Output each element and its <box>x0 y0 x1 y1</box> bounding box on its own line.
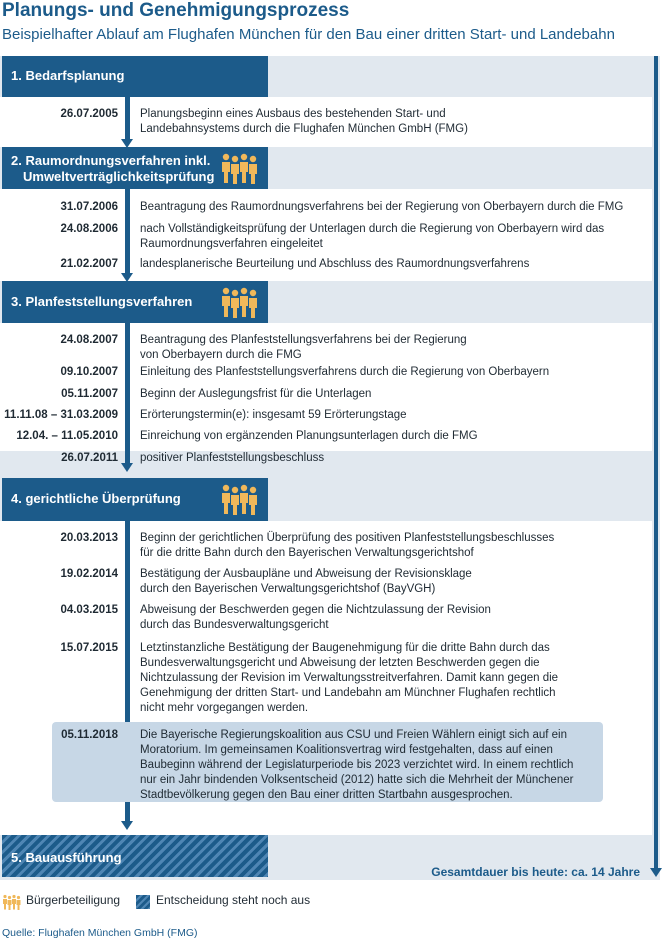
phase-3-planfeststellungsverfahren <box>2 281 268 323</box>
page-subtitle: Beispielhafter Ablauf am Flughafen München für den Bau einer dritten Start- und Landebahn <box>2 26 615 43</box>
event-description-line: Genehmigung der dritten Start- und Landebahn am Münchner Flughafen rechtlich <box>140 687 556 699</box>
phase-label: 5. Bauausführung <box>11 850 122 865</box>
event-description-line: für die dritte Bahn durch den Bayerischen Verwaltungsgerichtshof <box>140 547 474 559</box>
event-date: 09.10.2007 <box>60 366 118 378</box>
page-title: Planungs- und Genehmigungsprozess <box>2 0 350 21</box>
event-description <box>140 603 620 633</box>
event-description <box>140 257 620 272</box>
phase-5-bauausfuehrung <box>2 835 268 877</box>
people-icon <box>2 894 22 910</box>
event-description <box>140 200 624 215</box>
phase-label: 1. Bedarfsplanung <box>11 68 125 83</box>
phase-label: 3. Planfeststellungsverfahren <box>11 294 193 309</box>
timeline-connector <box>125 97 130 139</box>
timeline-arrow <box>121 821 133 830</box>
event-description-line: positiver Planfeststellungsbeschluss <box>140 452 325 464</box>
hatch-swatch-icon <box>136 895 150 909</box>
event-description-line: Einleitung des Planfeststellungsverfahrens durch die Regierung von Oberbayern <box>140 366 550 378</box>
event-description-line: Beginn der gerichtlichen Überprüfung des positiven Planfeststellungsbeschlusses <box>140 532 555 544</box>
timeline-connector <box>125 189 130 273</box>
event-description <box>140 429 620 444</box>
phase-label: 2. Raumordnungsverfahren inkl. <box>11 153 211 168</box>
event-date: 05.11.2007 <box>61 388 118 400</box>
event-date: 11.11.08 – 31.03.2009 <box>4 409 118 421</box>
total-duration-arrow <box>650 868 662 877</box>
legend-citizen-label: Bürgerbeteiligung <box>26 893 121 907</box>
event-description-line: Nichtzulassung der Revision im Verwaltungsstreitverfahren. Damit kann gegen die <box>140 672 559 684</box>
event-date: 12.04. – 11.05.2010 <box>16 430 118 442</box>
phase-label: Umweltverträglichkeitsprüfung <box>23 169 215 184</box>
event-description <box>140 641 620 716</box>
event-description-line: Planungsbeginn eines Ausbaus des bestehenden Start- und <box>140 108 446 120</box>
event-description-line: Landebahnsystems durch die Flughafen München GmbH (FMG) <box>140 123 468 135</box>
event-description <box>140 107 620 137</box>
event-description-line: Raumordnungsverfahren eingeleitet <box>140 238 323 250</box>
event-description <box>140 387 620 402</box>
event-description-line: Stadtbevölkerung gegen den Bau einer dritten Startbahn ausgesprochen. <box>140 789 513 801</box>
event-date: 20.03.2013 <box>60 532 118 544</box>
event-date: 26.07.2011 <box>61 452 118 464</box>
event-description-line: landesplanerische Beurteilung und Abschluss des Raumordnungsverfahrens <box>140 258 530 270</box>
event-description-line: Baubeginn während der Legislaturperiode bis 2023 verzichtet wird. In einem rechtlich <box>140 759 574 771</box>
phase-2-raumordnungsverfahren <box>2 147 268 189</box>
event-date: 26.07.2005 <box>60 108 118 120</box>
event-description-line: nach Vollständigkeitsprüfung der Unterlagen durch die Regierung von Oberbayern wird das <box>140 223 605 235</box>
timeline-connector <box>125 323 130 463</box>
total-duration-line <box>654 56 658 872</box>
event-description-line: Moratorium. Im gemeinsamen Koalitionsvertrag wird festgehalten, dass auf einen <box>140 744 553 756</box>
event-description-line: Bestätigung der Ausbaupläne und Abweisung der Revisionsklage <box>140 568 472 580</box>
event-date: 21.02.2007 <box>60 258 118 270</box>
event-description-line: Einreichung von ergänzenden Planungsunterlagen durch die FMG <box>140 430 478 442</box>
event-date: 31.07.2006 <box>60 201 118 213</box>
event-date: 19.02.2014 <box>60 568 118 580</box>
legend-pending-label: Entscheidung steht noch aus <box>156 893 311 907</box>
event-description-line: Beantragung des Raumordnungsverfahrens bei der Regierung von Oberbayern durch die FMG <box>140 201 624 213</box>
event-description <box>140 408 620 423</box>
event-description-line: durch das Bundesverwaltungsgericht <box>140 619 329 631</box>
event-date: 24.08.2006 <box>60 223 118 235</box>
event-description <box>140 333 620 363</box>
people-icon <box>220 152 260 184</box>
timeline-arrow <box>121 463 133 472</box>
event-date: 15.07.2015 <box>60 642 118 654</box>
event-description <box>140 728 620 803</box>
event-description <box>140 567 620 597</box>
event-description-line: durch den Bayerischen Verwaltungsgerichtshof (BayVGH) <box>140 583 436 595</box>
event-description-line: Bundesverwaltungsgericht und Abweisung der letzten Beschwerden gegen die <box>140 657 540 669</box>
event-description <box>140 451 620 466</box>
people-icon <box>220 286 260 318</box>
event-description-line: Erörterungstermin(e): insgesamt 59 Erörterungstage <box>140 409 407 421</box>
event-date: 24.08.2007 <box>60 334 118 346</box>
event-description-line: nur ein Jahr bindenden Volksentscheid (2012) hatte sich die Mehrheit der Münchener <box>140 774 574 786</box>
phase-1-bedarfsplanung <box>2 56 268 97</box>
event-description-line: nicht mehr vorgegangen werden. <box>140 702 309 714</box>
event-description <box>140 531 620 561</box>
event-date: 05.11.2018 <box>61 729 118 741</box>
total-duration-label: Gesamtdauer bis heute: ca. 14 Jahre <box>431 865 640 879</box>
event-description <box>140 222 620 252</box>
source-note: Quelle: Flughafen München GmbH (FMG) <box>2 927 198 939</box>
event-description <box>140 365 620 380</box>
event-description-line: von Oberbayern durch die FMG <box>140 349 302 361</box>
phase-4-gerichtliche-ueberpruefung <box>2 478 268 521</box>
event-date: 04.03.2015 <box>60 604 118 616</box>
people-icon <box>220 483 260 515</box>
event-description-line: Beginn der Auslegungsfrist für die Unterlagen <box>140 388 372 400</box>
event-description-line: Abweisung der Beschwerden gegen die Nichtzulassung der Revision <box>140 604 491 616</box>
event-description-line: Die Bayerische Regierungskoalition aus CSU und Freien Wählern einigt sich auf ein <box>140 729 567 741</box>
event-description-line: Letztinstanzliche Bestätigung der Baugenehmigung für die dritte Bahn durch das <box>140 642 550 654</box>
event-description-line: Beantragung des Planfeststellungsverfahrens bei der Regierung <box>140 334 467 346</box>
phase-label: 4. gerichtliche Überprüfung <box>11 491 181 506</box>
